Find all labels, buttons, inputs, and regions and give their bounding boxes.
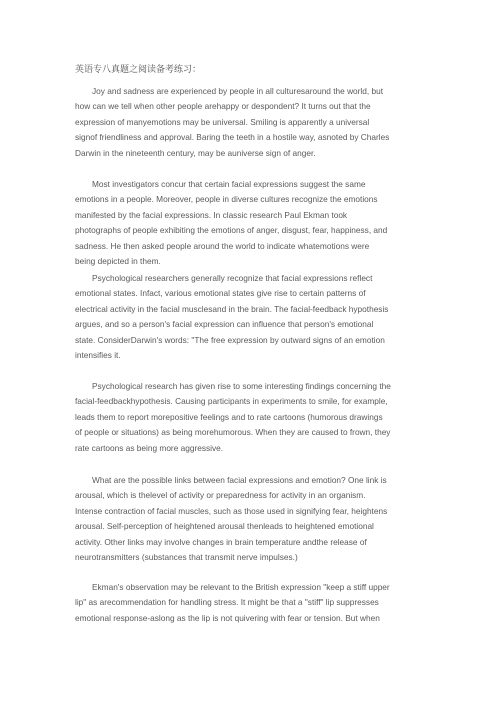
paragraph-line: facial-feedbackhypothesis. Causing participants in experiments to smile, for example,: [75, 396, 388, 407]
paragraph-line: Joy and sadness are experienced by people in all culturesaround the world, but: [92, 86, 384, 96]
paragraph-1: [75, 84, 425, 161]
paragraph-line: manifested by the facial expressions. In classic research Paul Ekman took: [75, 209, 348, 220]
paragraph-3: [75, 271, 425, 363]
paragraph-line: of people or situations) as being morehumorous. When they are caused to frown, they: [75, 427, 391, 438]
paragraph-line: electrical activity in the facial musclesand in the brain. The facial-feedback hypothesis: [75, 303, 389, 314]
paragraph-line: neurotransmitters (substances that transmit nerve impulses.): [75, 552, 298, 563]
paragraph-line: Darwin in the nineteenth century, may be auniverse sign of anger.: [75, 147, 316, 158]
paragraph-line: Psychological researchers generally recognize that facial expressions reflect: [92, 273, 373, 283]
paragraph-line: arousal, which is thelevel of activity or preparedness for activity in an organism.: [75, 490, 366, 501]
paragraph-line: Intense contraction of facial muscles, such as those used in signifying fear, heightens: [75, 505, 388, 516]
paragraph-line: signof friendliness and approval. Baring the teeth in a hostile way, asnoted by Charles: [75, 132, 390, 143]
paragraph-line: state. ConsiderDarwin's words: "The free expression by outward signs of an emotion: [75, 334, 385, 345]
paragraph-line: being depicted in them.: [75, 256, 161, 267]
paragraph-2: [75, 177, 425, 269]
paragraph-line: activity. Other links may involve changes in brain temperature andthe release of: [75, 536, 367, 547]
paragraph-6: [75, 580, 425, 626]
paragraph-line: argues, and so a person's facial expression can influence that person's emotional: [75, 319, 374, 330]
paragraph-5: [75, 473, 425, 565]
paragraph-line: Psychological research has given rise to some interesting findings concerning the: [92, 381, 391, 391]
paragraph-line: intensifies it.: [75, 350, 121, 361]
paragraph-line: lip" as arecommendation for handling stress. It might be that a "stiff" lip suppresses: [75, 597, 379, 608]
paragraph-line: photographs of people exhibiting the emotions of anger, disgust, fear, happiness, and: [75, 225, 388, 236]
paragraph-line: rate cartoons as being more aggressive.: [75, 442, 224, 453]
paragraph-4: [75, 379, 425, 456]
paragraph-line: arousal. Self-perception of heightened arousal thenleads to heightened emotional: [75, 521, 374, 532]
paragraph-line: sadness. He then asked people around the world to indicate whatemotions were: [75, 240, 370, 251]
paragraph-line: emotional response-aslong as the lip is not quivering with fear or tension. But when: [75, 612, 380, 623]
paragraph-line: Ekman's observation may be relevant to the British expression "keep a stiff upper: [92, 582, 390, 592]
paragraph-line: emotions in a people. Moreover, people in diverse cultures recognize the emotions: [75, 194, 378, 205]
document-title: 英语专八真题之阅读备考练习：: [75, 65, 202, 75]
paragraph-line: What are the possible links between facial expressions and emotion? One link is: [92, 475, 387, 485]
paragraph-line: expression of manyemotions may be universal. Smiling is apparently a universal: [75, 116, 370, 127]
paragraph-line: how can we tell when other people arehappy or despondent? It turns out that the: [75, 101, 371, 112]
paragraph-line: emotional states. Infact, various emotional states give rise to certain patterns of: [75, 288, 366, 299]
paragraph-line: leads them to report morepositive feelings and to rate cartoons (humorous drawings: [75, 411, 383, 422]
paragraph-line: Most investigators concur that certain facial expressions suggest the same: [92, 179, 366, 189]
